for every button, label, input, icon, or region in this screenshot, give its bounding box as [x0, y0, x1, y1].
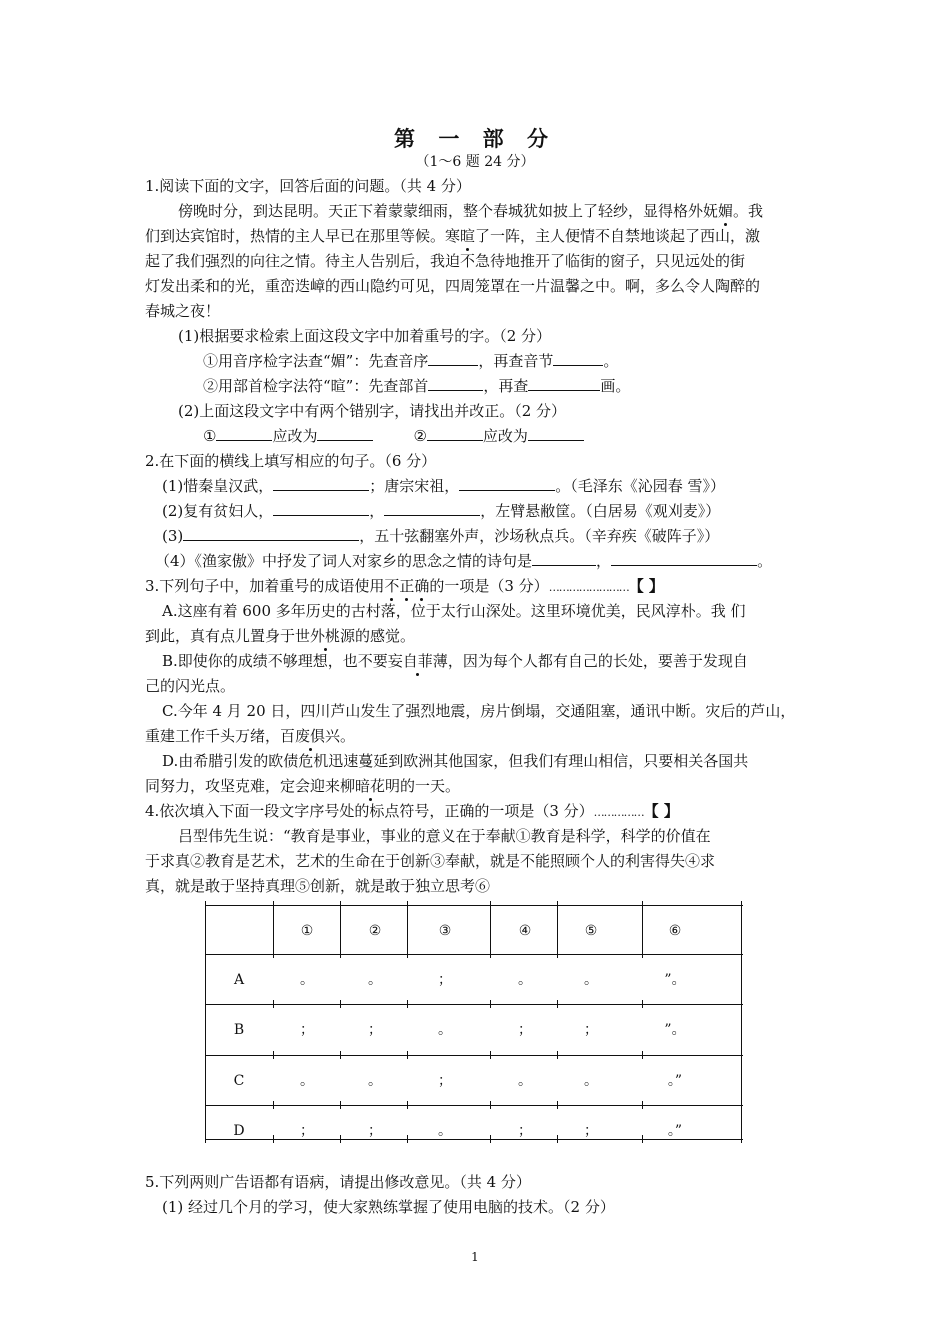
q4-passage-line3: 真，就是敢于坚持真理⑤创新，就是敢于独立思考⑥: [145, 877, 491, 895]
table-vline: [340, 905, 341, 954]
table-tick: [273, 901, 274, 909]
table-tick: [407, 950, 408, 958]
q3-option-a-line1: A.这座有着 600 多年历史的古村落，位于太行山深处。这里环境优美，民风淳朴。我 们: [162, 602, 746, 620]
q1-sub2-answers: ① 应改为 ② 应改为: [203, 426, 584, 446]
table-tick: [490, 1135, 491, 1143]
q1-sub1-a: ①用音序检字法查“媚”：先查音序 ，再查音节 。: [203, 352, 619, 370]
q1-sub2: (2)上面这段文字中有两个错别字，请找出并改正。（2 分）: [178, 402, 567, 420]
table-tick: [741, 1101, 742, 1109]
table-cell: ；: [368, 1123, 382, 1139]
table-cell: 。: [438, 1022, 452, 1038]
table-tick: [407, 1051, 408, 1059]
q3-option-a-line2: 到此，真有点儿置身于世外桃源的感觉。: [145, 627, 416, 645]
table-tick: [407, 1135, 408, 1143]
punctuation-table: [205, 903, 743, 1143]
table-tick: [741, 1135, 742, 1143]
table-cell: 。: [518, 972, 532, 988]
table-cell: 。: [438, 1123, 452, 1139]
q1-stem: 1.阅读下面的文字，回答后面的问题。（共 4 分）: [145, 177, 471, 195]
table-tick: [273, 1101, 274, 1109]
table-header-cell: ⑤: [584, 923, 598, 939]
table-tick: [340, 1051, 341, 1059]
q5-stem: 5.下列两则广告语都有语病，请提出修改意见。（共 4 分）: [145, 1173, 531, 1191]
answer-blank[interactable]: [528, 376, 600, 391]
table-tick: [642, 901, 643, 909]
table-tick: [642, 950, 643, 958]
table-cell: 。: [584, 1073, 598, 1089]
page-number: 1: [471, 1250, 479, 1264]
table-cell: ；: [438, 972, 452, 988]
table-tick: [642, 1135, 643, 1143]
table-tick: [407, 901, 408, 909]
table-cell: ；: [584, 1022, 598, 1038]
section-title: 第 一 部 分: [394, 127, 556, 151]
emphasis-idiom: 妄自菲薄: [387, 652, 448, 670]
dot-leader: ……………………: [548, 581, 629, 594]
table-cell: ；: [518, 1123, 532, 1139]
answer-bracket[interactable]: 【 】: [643, 802, 679, 820]
table-hline: [205, 1004, 743, 1005]
table-header-cell: ②: [368, 923, 382, 939]
table-cell: A: [233, 972, 245, 988]
emphasis-idiom: 柳暗花明: [340, 777, 401, 795]
answer-blank[interactable]: [317, 426, 373, 441]
table-hline: [205, 1105, 743, 1106]
emphasis-idiom: 世外桃源: [295, 627, 356, 645]
table-hline: [205, 1055, 743, 1056]
table-tick: [642, 1051, 643, 1059]
table-tick: [273, 1135, 274, 1143]
answer-bracket[interactable]: 【 】: [628, 577, 664, 595]
emphasis-char: 媚: [718, 202, 734, 220]
table-cell: ；: [300, 1123, 314, 1139]
answer-blank[interactable]: [384, 501, 480, 516]
answer-blank[interactable]: [532, 551, 596, 566]
table-tick: [557, 901, 558, 909]
table-cell: B: [233, 1022, 245, 1038]
table-header-cell: ③: [438, 923, 452, 939]
table-tick: [273, 1051, 274, 1059]
answer-blank[interactable]: [459, 476, 555, 491]
q2-line2: (2)复有贫妇人， ， ，左臂悬敝筐。（白居易《观刈麦》）: [162, 502, 721, 520]
table-cell: 。: [584, 972, 598, 988]
table-tick: [741, 901, 742, 909]
answer-blank[interactable]: [273, 501, 369, 516]
table-tick: [273, 950, 274, 958]
q2-stem: 2.在下面的横线上填写相应的句子。（6 分）: [145, 452, 437, 470]
table-tick: [340, 1000, 341, 1008]
q1-passage-line2: 们到达宾馆时，热情的主人早已在那里等候。寒暄了一阵，主人便情不自禁地谈起了西山，激: [145, 227, 761, 245]
table-hline: [205, 905, 743, 906]
answer-blank[interactable]: [428, 376, 483, 391]
table-cell: 。: [300, 972, 314, 988]
table-tick: [407, 1101, 408, 1109]
q1-sub1-b: ②用部首检字法符“暄”：先查部首 ，再查 画。: [203, 377, 631, 395]
q1-passage-line5: 春城之夜！: [145, 302, 221, 320]
answer-blank[interactable]: [273, 476, 369, 491]
q3-option-d-line1: D.由希腊引发的欧债危机迅速蔓延到欧洲其他国家，但我们有理山相信，只要相关各国共: [162, 752, 749, 770]
table-tick: [490, 901, 491, 909]
table-vline: [642, 905, 643, 954]
section-subtitle: （1～6 题 24 分）: [415, 154, 535, 170]
table-tick: [340, 1135, 341, 1143]
table-cell: 。: [368, 1073, 382, 1089]
q4-passage-line1: 吕型伟先生说：“教育是事业，事业的意义在于奉献①教育是科学，科学的价值在: [178, 827, 711, 845]
table-cell: ；: [438, 1073, 452, 1089]
table-tick: [642, 1101, 643, 1109]
table-cell: ；: [584, 1123, 598, 1139]
emphasis-idiom: 百废俱兴: [280, 727, 341, 745]
table-tick: [490, 1051, 491, 1059]
table-tick: [741, 1000, 742, 1008]
table-cell: ；: [368, 1022, 382, 1038]
q2-line3: (3) ，五十弦翻塞外声，沙场秋点兵。（辛弃疾《破阵子》）: [162, 527, 720, 545]
answer-blank[interactable]: [553, 351, 603, 366]
q3-option-c-line1: C.今年 4 月 20 日，四川芦山发生了强烈地震，房片倒塌，交通阻塞，通讯中断。灾后的芦山，: [162, 702, 796, 720]
table-cell: C: [233, 1073, 245, 1089]
table-cell: ；: [518, 1022, 532, 1038]
answer-blank[interactable]: [427, 426, 483, 441]
table-tick: [340, 901, 341, 909]
q4-passage-line2: 于求真②教育是艺术，艺术的生命在于创新③奉献，就是不能照顾个人的利害得失④求: [145, 852, 716, 870]
table-cell: ”。: [664, 1022, 686, 1038]
emphasis-char: 暄: [460, 227, 476, 245]
table-tick: [340, 950, 341, 958]
q1-passage-line3: 起了我们强烈的向往之情。待主人告别后，我迫不急待地推开了临街的窗子，只见远处的街: [145, 252, 746, 270]
table-tick: [490, 1101, 491, 1109]
table-tick: [205, 1101, 206, 1109]
table-tick: [557, 1135, 558, 1143]
table-tick: [407, 1000, 408, 1008]
table-tick: [205, 950, 206, 958]
table-tick: [557, 1101, 558, 1109]
table-tick: [273, 1000, 274, 1008]
answer-blank[interactable]: [216, 426, 272, 441]
table-tick: [557, 1051, 558, 1059]
table-tick: [557, 1000, 558, 1008]
table-tick: [205, 901, 206, 909]
table-cell: 。: [518, 1073, 532, 1089]
table-tick: [205, 1000, 206, 1008]
table-vline: [407, 905, 408, 954]
q3-option-d-line2: 同努力，攻坚克难，定会迎来柳暗花明的一天。: [145, 777, 461, 795]
table-vline: [490, 905, 491, 954]
table-header-cell: ⑥: [668, 923, 682, 939]
table-cell: 。: [300, 1073, 314, 1089]
table-tick: [490, 1000, 491, 1008]
q3-option-b-line1: B.即使你的成绩不够理想，也不要妄自菲薄，因为每个人都有自己的长处，要善于发现自: [162, 652, 748, 670]
table-tick: [490, 950, 491, 958]
answer-blank[interactable]: [183, 526, 359, 541]
answer-blank[interactable]: [611, 551, 757, 566]
q1-passage-line4: 灯发出柔和的光，重峦迭嶂的西山隐约可见，四周笼罩在一片温馨之中。啊，多么令人陶醉的: [145, 277, 761, 295]
table-tick: [205, 1051, 206, 1059]
table-tick: [642, 1000, 643, 1008]
q1-passage-line1: 傍晚时分，到达昆明。天正下着蒙蒙细雨，整个春城犹如披上了轻纱，显得格外妩媚。我: [178, 202, 764, 220]
table-vline: [557, 905, 558, 954]
table-cell: 。: [368, 972, 382, 988]
table-tick: [741, 1051, 742, 1059]
table-tick: [557, 950, 558, 958]
q4-stem: 4.依次填入下面一段文字序号处的标点符号，正确的一项是（3 分）……………【 】: [145, 802, 679, 820]
q1-sub1: (1)根据要求检索上面这段文字中加着重号的字。（2 分）: [178, 327, 552, 345]
q3-stem: 3.下列句子中，加着重号的成语使用不正确的一项是（3 分）……………………【 】: [145, 577, 664, 595]
answer-blank[interactable]: [528, 426, 584, 441]
table-tick: [340, 1101, 341, 1109]
q2-line1: (1)惜秦皇汉武， ；唐宗宋祖， 。（毛泽东《沁园春 雪》）: [162, 477, 726, 495]
dot-leader: ……………: [593, 806, 644, 819]
table-header-cell: ①: [300, 923, 314, 939]
table-vline: [273, 905, 274, 954]
q5-sub1: (1) 经过几个月的学习，使大家熟练掌握了使用电脑的技术。（2 分）: [162, 1198, 615, 1216]
table-cell: D: [233, 1123, 245, 1139]
q3-option-b-line2: 己的闪光点。: [145, 677, 236, 695]
table-header-cell: ④: [518, 923, 532, 939]
answer-blank[interactable]: [428, 351, 478, 366]
table-tick: [205, 1135, 206, 1143]
q3-option-c-line2: 重建工作千头万绪，百废俱兴。: [145, 727, 356, 745]
table-cell: 。”: [667, 1073, 683, 1089]
table-hline: [205, 954, 743, 955]
table-tick: [741, 950, 742, 958]
q2-line4: （4）《渔家傲》中抒发了词人对家乡的思念之情的诗句是 ， 。: [155, 552, 773, 570]
table-cell: ；: [300, 1022, 314, 1038]
table-cell: ”。: [664, 972, 686, 988]
table-cell: 。”: [667, 1123, 683, 1139]
